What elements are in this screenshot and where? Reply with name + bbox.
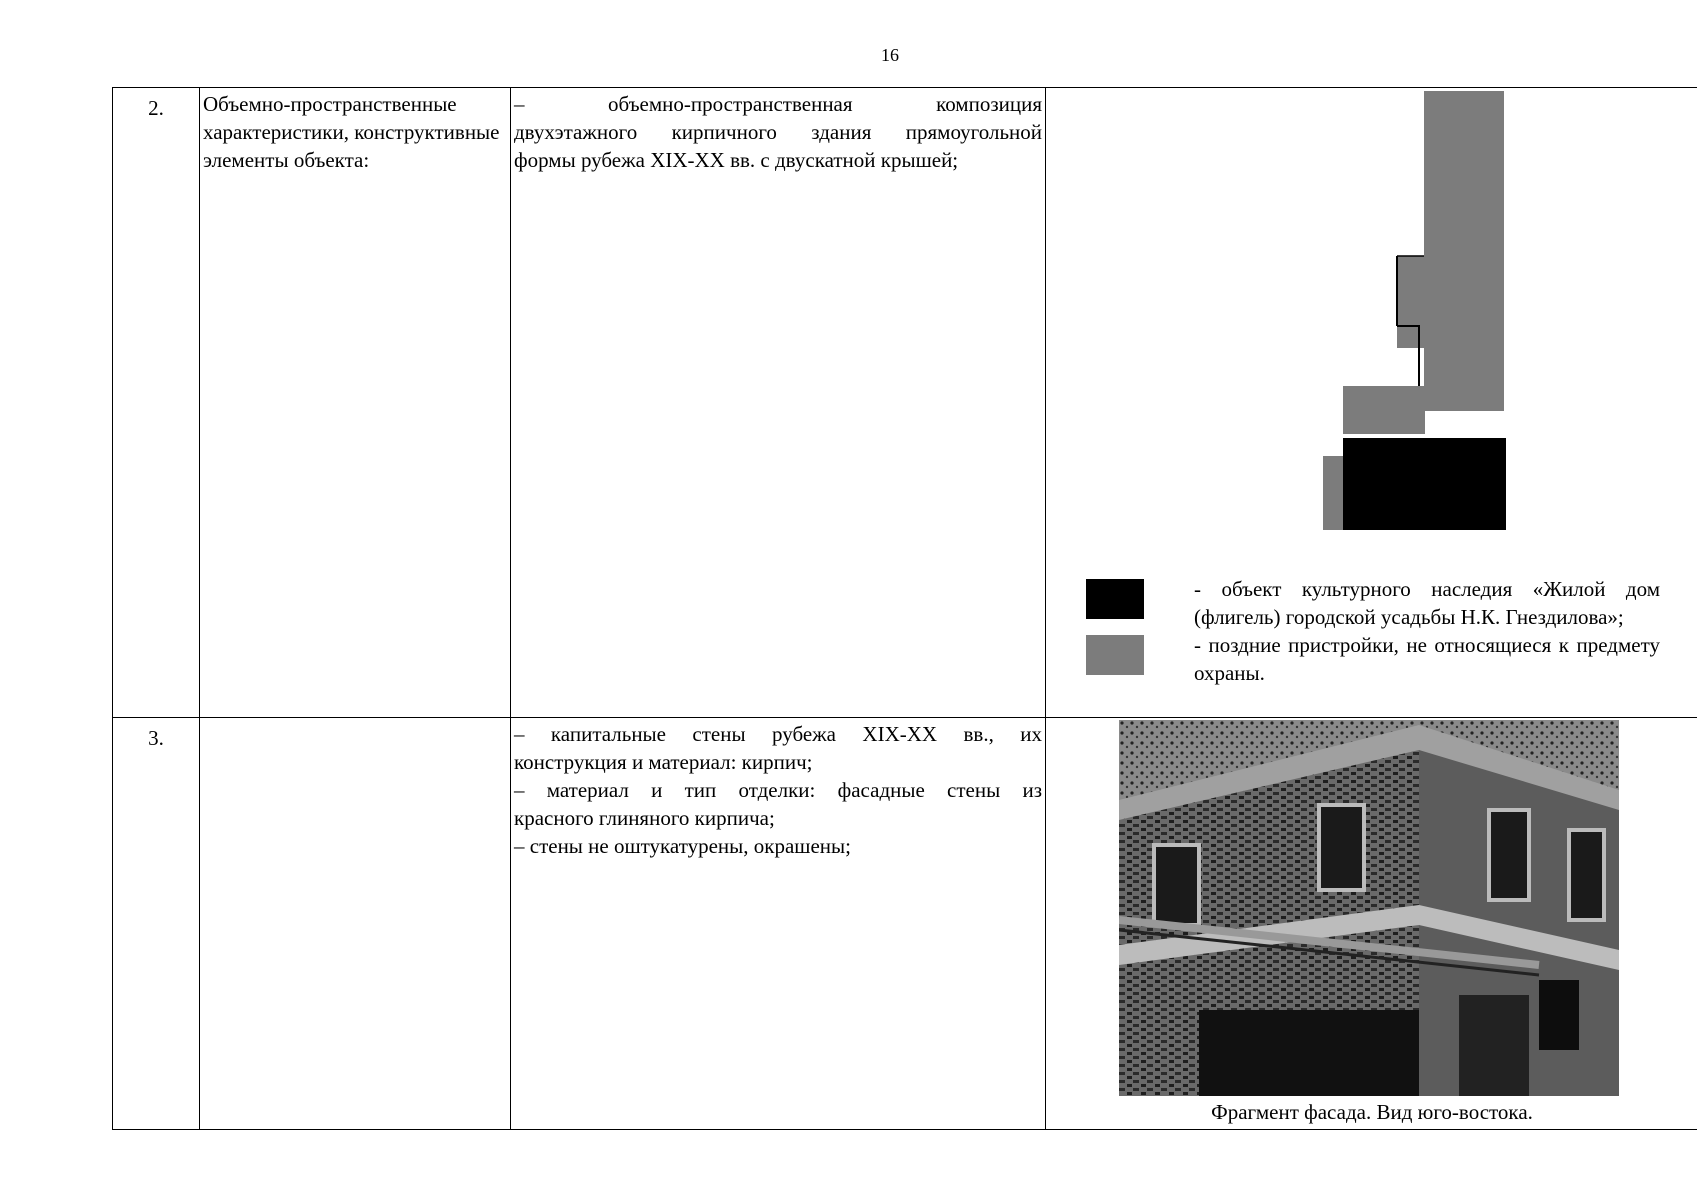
legend-swatch-heritage bbox=[1086, 579, 1144, 619]
legend-item bbox=[1086, 631, 1660, 687]
description-line: двухэтажного кирпичного здания прямоугольной bbox=[514, 120, 1042, 144]
description-line: красного глиняного кирпича; bbox=[514, 806, 775, 830]
description-line: формы рубежа XIX-XX вв. с двускатной крышей; bbox=[514, 148, 959, 172]
page-number: 16 bbox=[881, 45, 899, 65]
characteristic-description bbox=[511, 88, 1046, 718]
legend-text: - поздние пристройки, не относящиеся к предмету охраны. bbox=[1194, 633, 1660, 685]
characteristic-name: Объемно-пространственные характеристики, конструктивные элементы объекта: bbox=[200, 88, 511, 718]
later-extension-lower bbox=[1343, 386, 1425, 434]
protection-subject-table bbox=[112, 87, 1697, 1130]
later-extension-side bbox=[1323, 456, 1345, 530]
photo-caption: Фрагмент фасада. Вид юго-востока. bbox=[1211, 1100, 1533, 1124]
table-row bbox=[113, 718, 1697, 1130]
legend-item bbox=[1086, 575, 1660, 631]
row-number: 2. bbox=[113, 88, 200, 718]
description-line: – стены не оштукатурены, окрашены; bbox=[514, 834, 851, 858]
description-line: – материал и тип отделки: фасадные стены из bbox=[514, 778, 1042, 802]
building-plan-scheme bbox=[1046, 88, 1697, 558]
plan-cell bbox=[1046, 88, 1697, 718]
facade-photo bbox=[1119, 720, 1619, 1096]
description-line: конструкция и материал: кирпич; bbox=[514, 750, 813, 774]
legend-swatch-extension bbox=[1086, 635, 1144, 675]
characteristic-description bbox=[511, 718, 1046, 1130]
heritage-object bbox=[1343, 438, 1506, 530]
legend-text: - объект культурного наследия «Жилой дом (флигель) городской усадьбы Н.К. Гнездилова»; bbox=[1194, 577, 1660, 629]
later-extension-tower bbox=[1424, 91, 1504, 411]
plan-legend bbox=[1086, 575, 1660, 687]
photo-cell bbox=[1046, 718, 1697, 1130]
description-line: – капитальные стены рубежа XIX-XX вв., их bbox=[514, 722, 1042, 746]
row-number: 3. bbox=[113, 718, 200, 1130]
characteristic-name bbox=[200, 718, 511, 1130]
table-row bbox=[113, 88, 1697, 718]
later-extension-step bbox=[1397, 256, 1425, 348]
description-line: – объемно-пространственная композиция bbox=[514, 92, 1042, 116]
